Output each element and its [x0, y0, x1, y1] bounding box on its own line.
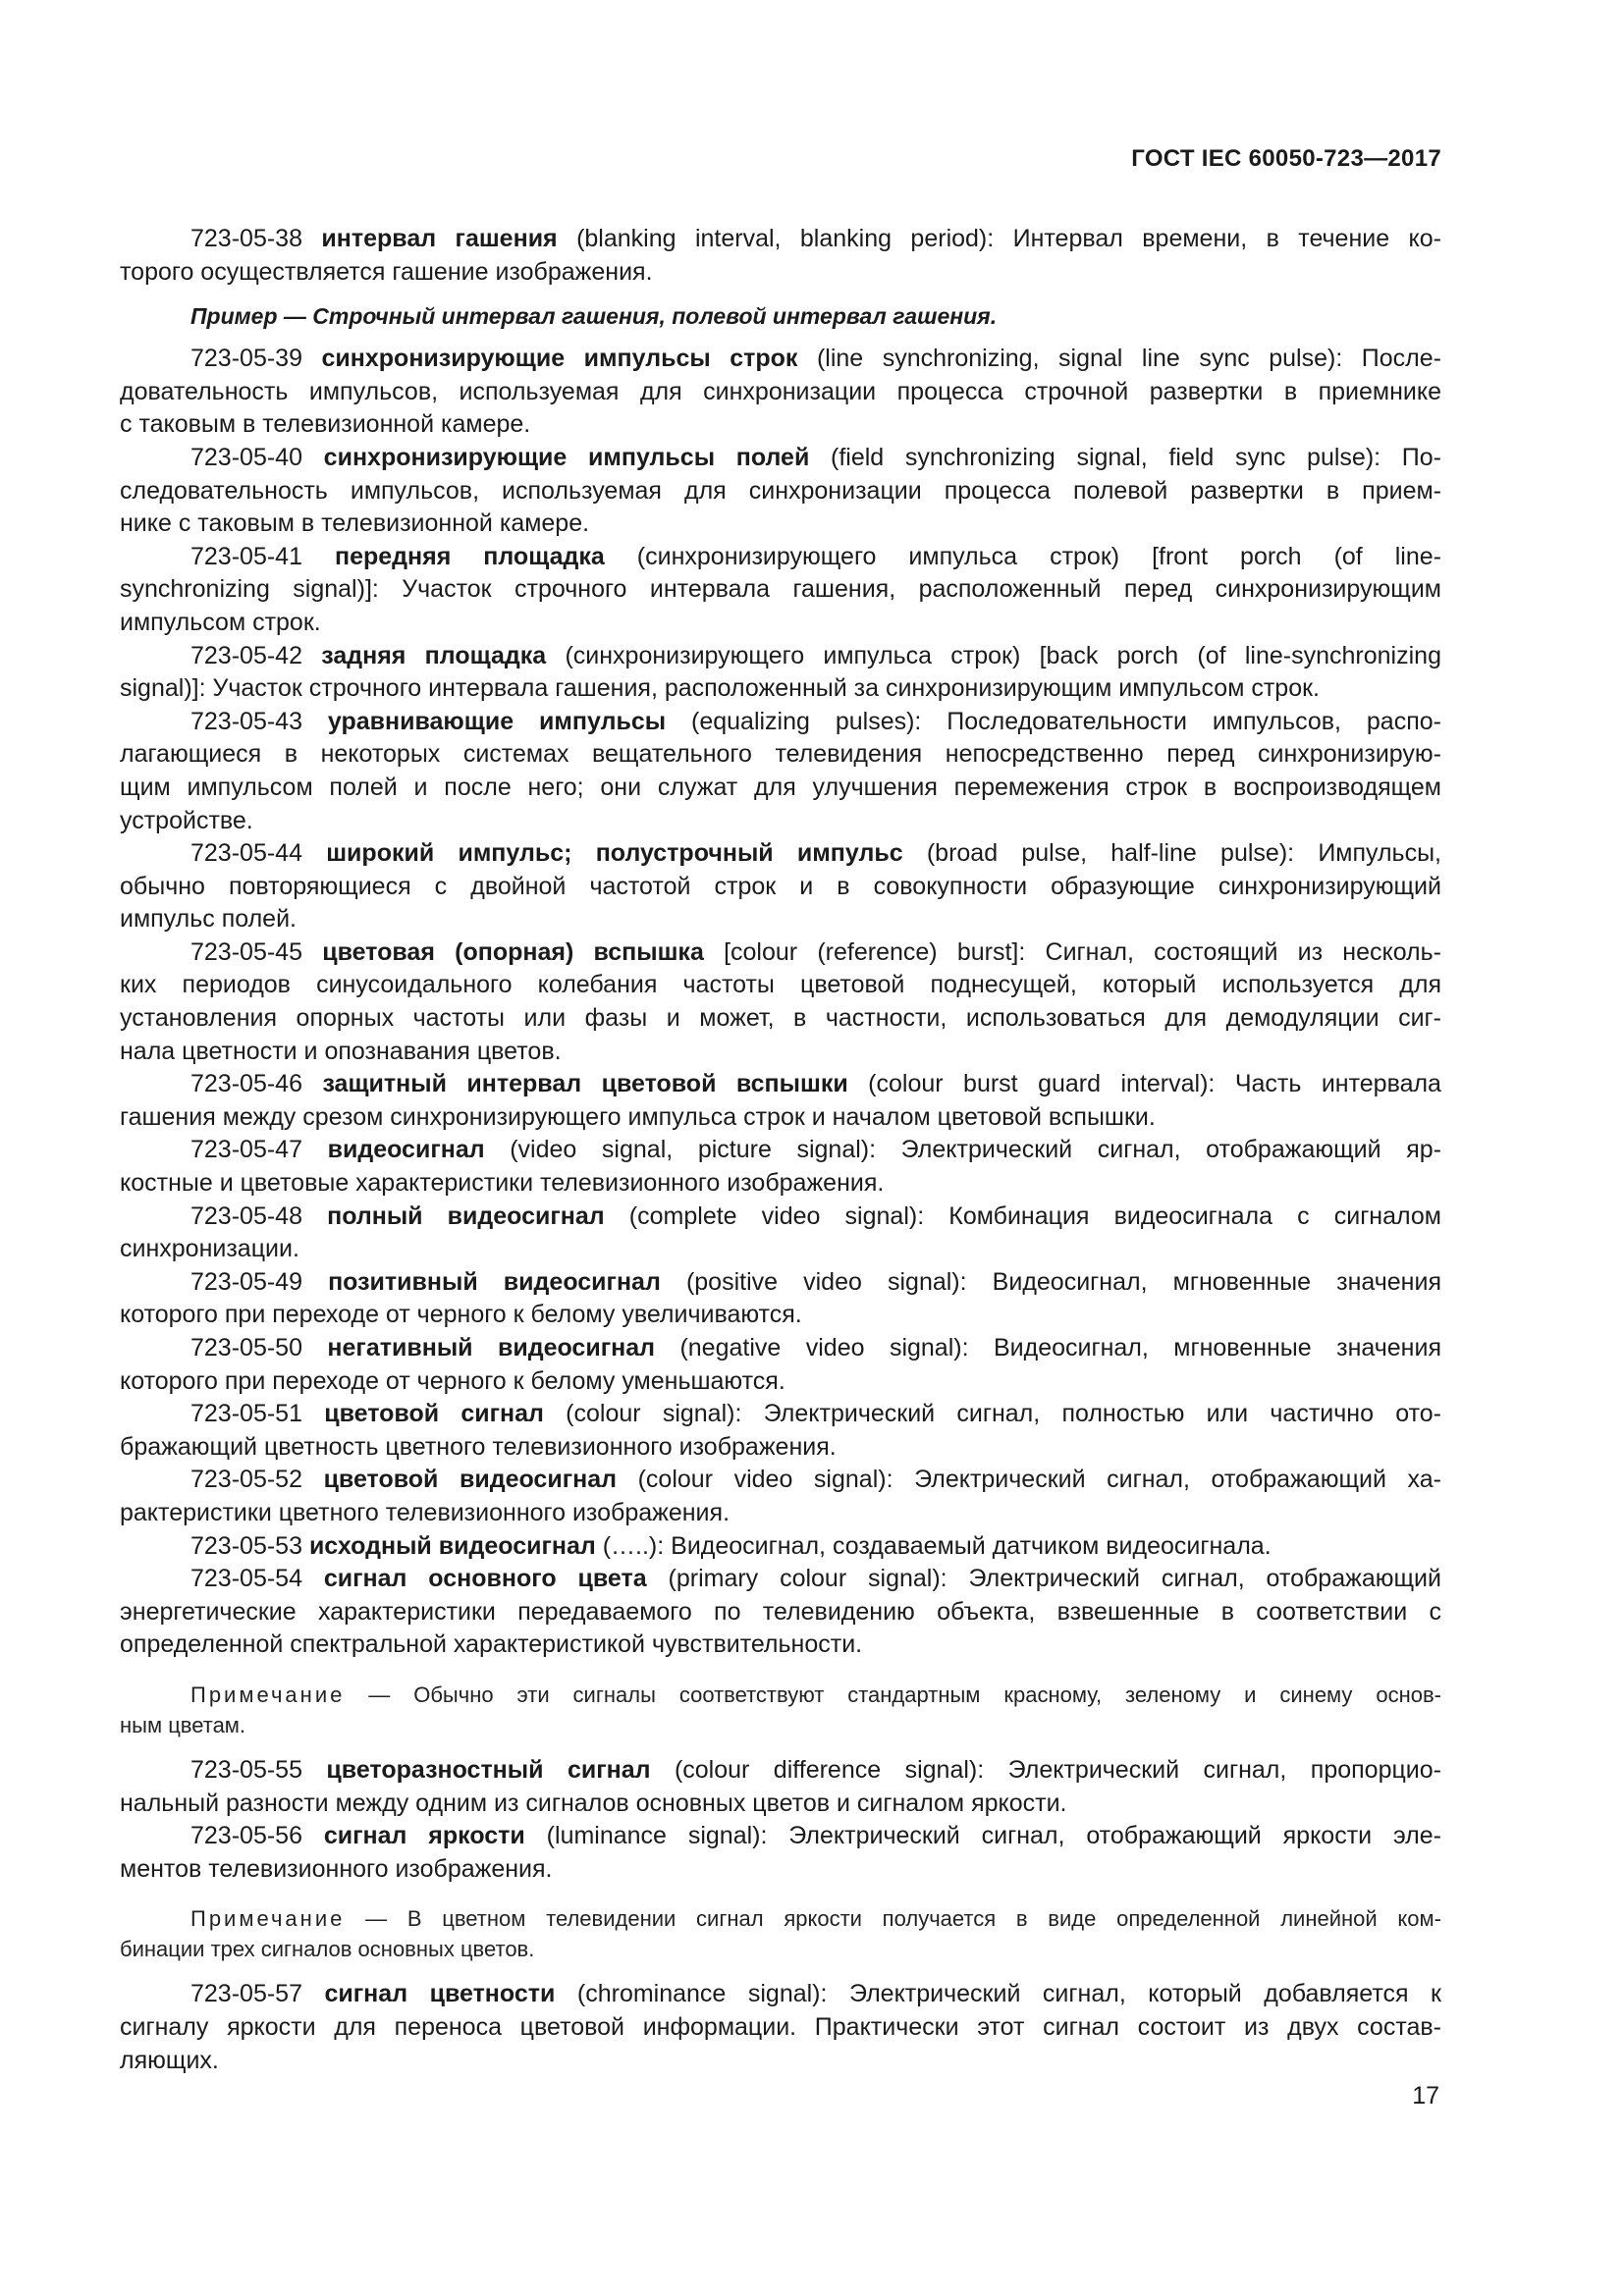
- entry-line: торого осуществляется гашение изображения.: [120, 257, 653, 286]
- entry-line: бражающий цветность цветного телевизионного изображения.: [120, 1432, 837, 1461]
- entry-text: (primary colour signal): Электрический сигнал, отображающий: [646, 1565, 1441, 1593]
- note-label: Примечание: [190, 1906, 346, 1932]
- term-name: сигнал основного цвета: [323, 1565, 647, 1593]
- entry-line: ляющих.: [120, 2046, 219, 2074]
- entry-line: [120, 1398, 1441, 1431]
- document-header: ГОСТ IEC 60050-723—2017: [1131, 145, 1441, 172]
- term-entry: [120, 1332, 1441, 1398]
- term-name: защитный интервал цветовой вспышки: [322, 1070, 848, 1098]
- note-line: бинации трех сигналов основных цветов.: [120, 1937, 535, 1962]
- entry-line: костные и цветовые характеристики телевизионного изображения.: [120, 1169, 885, 1198]
- term-entry: [120, 1754, 1441, 1820]
- term-entry: [120, 1266, 1441, 1332]
- entry-line: signal)]: Участок строчного интервала гашения, расположенный за синхронизирующим импульсом строк.: [120, 674, 1320, 703]
- entry-line: нальный разности между одним из сигналов основных цветов и сигналом яркости.: [120, 1789, 1067, 1817]
- entry-line: энергетические характеристики передаваемого по телевидению объекта, взвешенные в соответствии с: [120, 1597, 1441, 1626]
- term-entry: [120, 1464, 1441, 1529]
- entry-number: 723-05-57: [190, 1980, 325, 2008]
- entry-number: 723-05-45: [190, 937, 323, 966]
- term-name: цветоразностный сигнал: [326, 1755, 651, 1784]
- entry-line: [120, 343, 1441, 376]
- entry-line: ментов телевизионного изображения.: [120, 1854, 553, 1883]
- entry-text: (positive video signal): Видеосигнал, мгновенные значения: [660, 1267, 1441, 1296]
- entry-line: определенной спектральной характеристикой чувствительности.: [120, 1630, 863, 1659]
- entry-number: 723-05-42: [190, 641, 322, 669]
- note-text: — Обычно эти сигналы соответствуют стандартным красному, зеленому и синему основ-: [345, 1682, 1441, 1707]
- entry-line: установления опорных частоты или фазы и может, в частности, использоваться для демодуляции сиг-: [120, 1004, 1441, 1033]
- note-line: ным цветам.: [120, 1712, 246, 1737]
- term-entry: [120, 541, 1441, 640]
- entry-number: 723-05-38: [190, 225, 322, 252]
- entry-line: [120, 1201, 1441, 1234]
- term-entry: [120, 1978, 1441, 2077]
- entry-text: (синхронизирующего импульса строк) [front porch (of line-: [604, 542, 1441, 570]
- entry-line: гашения между срезом синхронизирующего импульса строк и началом цветовой вспышки.: [120, 1102, 1156, 1131]
- entry-number: 723-05-52: [190, 1466, 324, 1494]
- entry-text: (broad pulse, half-line pulse): Импульсы,: [902, 839, 1441, 868]
- entry-line: устройстве.: [120, 806, 253, 834]
- term-name: позитивный видеосигнал: [328, 1267, 661, 1296]
- entry-line: [120, 936, 1441, 970]
- entry-number: 723-05-44: [190, 839, 327, 868]
- term-name: синхронизирующие импульсы полей: [323, 443, 810, 471]
- entry-line: [120, 1563, 1441, 1596]
- entry-line: [120, 1530, 1441, 1564]
- entry-line: сигналу яркости для переноса цветовой информации. Практически этот сигнал состоит из двух состав-: [120, 2012, 1441, 2041]
- entry-number: 723-05-48: [190, 1201, 328, 1230]
- term-entry: [120, 706, 1441, 837]
- entry-number: 723-05-55: [190, 1755, 327, 1784]
- term-entry: [120, 1530, 1441, 1564]
- term-name: исходный видеосигнал: [308, 1531, 596, 1560]
- entry-line: [120, 442, 1441, 475]
- entry-line: с таковым в телевизионной камере.: [120, 410, 531, 439]
- term-entry: [120, 936, 1441, 1068]
- term-entry: [120, 223, 1441, 289]
- entry-text: (colour difference signal): Электрический сигнал, пропорцио-: [650, 1755, 1441, 1784]
- entry-text: (blanking interval, blanking period): Интервал времени, в течение ко-: [557, 225, 1441, 252]
- entry-text: (…..): Видеосигнал, создаваемый датчиком видеосигнала.: [595, 1531, 1272, 1560]
- entry-number: 723-05-41: [190, 542, 335, 570]
- term-entry: [120, 343, 1441, 442]
- entry-text: (equalizing pulses): Последовательности импульсов, распо-: [666, 707, 1441, 735]
- term-name: интервал гашения: [321, 225, 558, 252]
- entry-line: импульсом строк.: [120, 608, 321, 636]
- note: [120, 1903, 1441, 1964]
- entry-line: [120, 541, 1441, 574]
- term-name: передняя площадка: [334, 542, 605, 570]
- entry-line: [120, 1978, 1441, 2011]
- entry-line: [120, 640, 1441, 673]
- entry-line: которого при переходе от черного к белому увеличиваются.: [120, 1301, 802, 1329]
- note-text: — В цветном телевидении сигнал яркости получается в виде определенной линейной ком-: [345, 1906, 1441, 1932]
- document-body: [120, 223, 1441, 2077]
- entry-line: синхронизации.: [120, 1235, 299, 1263]
- note-label: Примечание: [190, 1682, 346, 1707]
- term-name: сигнал цветности: [324, 1980, 556, 2008]
- entry-line: щим импульсом полей и после него; они служат для улучшения перемежения строк в воспроизводящем: [120, 773, 1441, 801]
- term-name: широкий импульс; полустрочный импульс: [326, 839, 903, 868]
- term-entry: [120, 837, 1441, 936]
- note: [120, 1680, 1441, 1740]
- term-name: цветовая (опорная) вспышка: [322, 937, 704, 966]
- entry-number: 723-05-53: [190, 1531, 309, 1560]
- term-name: синхронизирующие импульсы строк: [321, 345, 798, 373]
- entry-text: (complete video signal): Комбинация видеосигнала с сигналом: [604, 1201, 1441, 1230]
- term-name: сигнал яркости: [323, 1822, 525, 1850]
- entry-line: [120, 1332, 1441, 1365]
- term-name: цветовой видеосигнал: [323, 1466, 618, 1494]
- entry-number: 723-05-46: [190, 1070, 323, 1098]
- entry-line: довательность импульсов, используемая для синхронизации процесса строчной развертки в приемнике: [120, 377, 1441, 405]
- entry-text: (colour signal): Электрический сигнал, полностью или частично ото-: [543, 1400, 1441, 1428]
- entry-line: рактеристики цветного телевизионного изображения.: [120, 1498, 731, 1526]
- term-entry: [120, 1563, 1441, 1662]
- term-entry: [120, 1068, 1441, 1134]
- entry-text: (colour video signal): Электрический сигнал, отображающий ха-: [617, 1466, 1441, 1494]
- entry-line: нике с таковым в телевизионной камере.: [120, 509, 590, 538]
- term-name: задняя площадка: [321, 641, 547, 669]
- entry-number: 723-05-54: [190, 1565, 324, 1593]
- entry-text: (field synchronizing signal, field sync pulse): По-: [809, 443, 1441, 471]
- entry-line: следовательность импульсов, используемая для синхронизации процесса полевой развертки в прием-: [120, 476, 1441, 505]
- entry-text: (line synchronizing, signal line sync pulse): После-: [797, 345, 1441, 373]
- entry-line: [120, 1068, 1441, 1101]
- term-name: видеосигнал: [327, 1136, 485, 1164]
- term-entry: [120, 1134, 1441, 1200]
- example-text: Пример — Строчный интервал гашения, полевой интервал гашения.: [190, 303, 998, 330]
- term-name: цветовой сигнал: [324, 1400, 544, 1428]
- entry-text: (negative video signal): Видеосигнал, мгновенные значения: [655, 1334, 1441, 1362]
- note-line: [120, 1680, 1441, 1710]
- entry-number: 723-05-56: [190, 1822, 324, 1850]
- entry-line: лагающиеся в некоторых системах вещательного телевидения непосредственно перед синхронизирую-: [120, 740, 1441, 769]
- entry-number: 723-05-51: [190, 1400, 325, 1428]
- entry-text: (синхронизирующего импульса строк) [back porch (of line-synchronizing: [546, 641, 1441, 669]
- entry-text: (video signal, picture signal): Электрический сигнал, отображающий яр-: [484, 1136, 1441, 1164]
- entry-line: [120, 1464, 1441, 1497]
- term-entry: [120, 1201, 1441, 1266]
- entry-text: (chrominance signal): Электрический сигнал, который добавляется к: [555, 1980, 1441, 2008]
- entry-number: 723-05-39: [190, 345, 322, 373]
- entry-number: 723-05-43: [190, 707, 328, 735]
- entry-text: (luminance signal): Электрический сигнал, отображающий яркости эле-: [524, 1822, 1442, 1850]
- entry-line: [120, 1134, 1441, 1167]
- entry-line: [120, 1266, 1441, 1300]
- term-entry: [120, 640, 1441, 706]
- entry-line: [120, 706, 1441, 739]
- entry-line: [120, 1754, 1441, 1788]
- entry-line: обычно повторяющиеся с двойной частотой строк и в совокупности образующие синхронизирующий: [120, 872, 1441, 900]
- term-entry: [120, 1820, 1441, 1886]
- entry-text: (colour burst guard interval): Часть интервала: [847, 1070, 1441, 1098]
- term-entry: [120, 1398, 1441, 1464]
- entry-line: нала цветности и опознавания цветов.: [120, 1037, 562, 1065]
- entry-line: [120, 837, 1441, 871]
- entry-number: 723-05-40: [190, 443, 324, 471]
- term-name: негативный видеосигнал: [327, 1334, 656, 1362]
- entry-line: [120, 223, 1441, 256]
- entry-line: которого при переходе от черного к белому уменьшаются.: [120, 1366, 785, 1395]
- entry-line: synchronizing signal)]: Участок строчного интервала гашения, расположенный перед синхронизирующим: [120, 575, 1441, 604]
- entry-line: [120, 1820, 1441, 1853]
- note-line: [120, 1903, 1441, 1934]
- entry-text: [colour (reference) burst]: Сигнал, состоящий из несколь-: [703, 937, 1441, 966]
- term-entry: [120, 442, 1441, 541]
- entry-number: 723-05-47: [190, 1136, 328, 1164]
- term-name: уравнивающие импульсы: [327, 707, 667, 735]
- term-name: полный видеосигнал: [327, 1201, 605, 1230]
- entry-line: ких периодов синусоидального колебания частоты цветовой поднесущей, который используется для: [120, 971, 1441, 999]
- entry-number: 723-05-50: [190, 1334, 328, 1362]
- page-number: 17: [1412, 2082, 1439, 2109]
- entry-number: 723-05-49: [190, 1267, 329, 1296]
- entry-line: импульс полей.: [120, 905, 297, 934]
